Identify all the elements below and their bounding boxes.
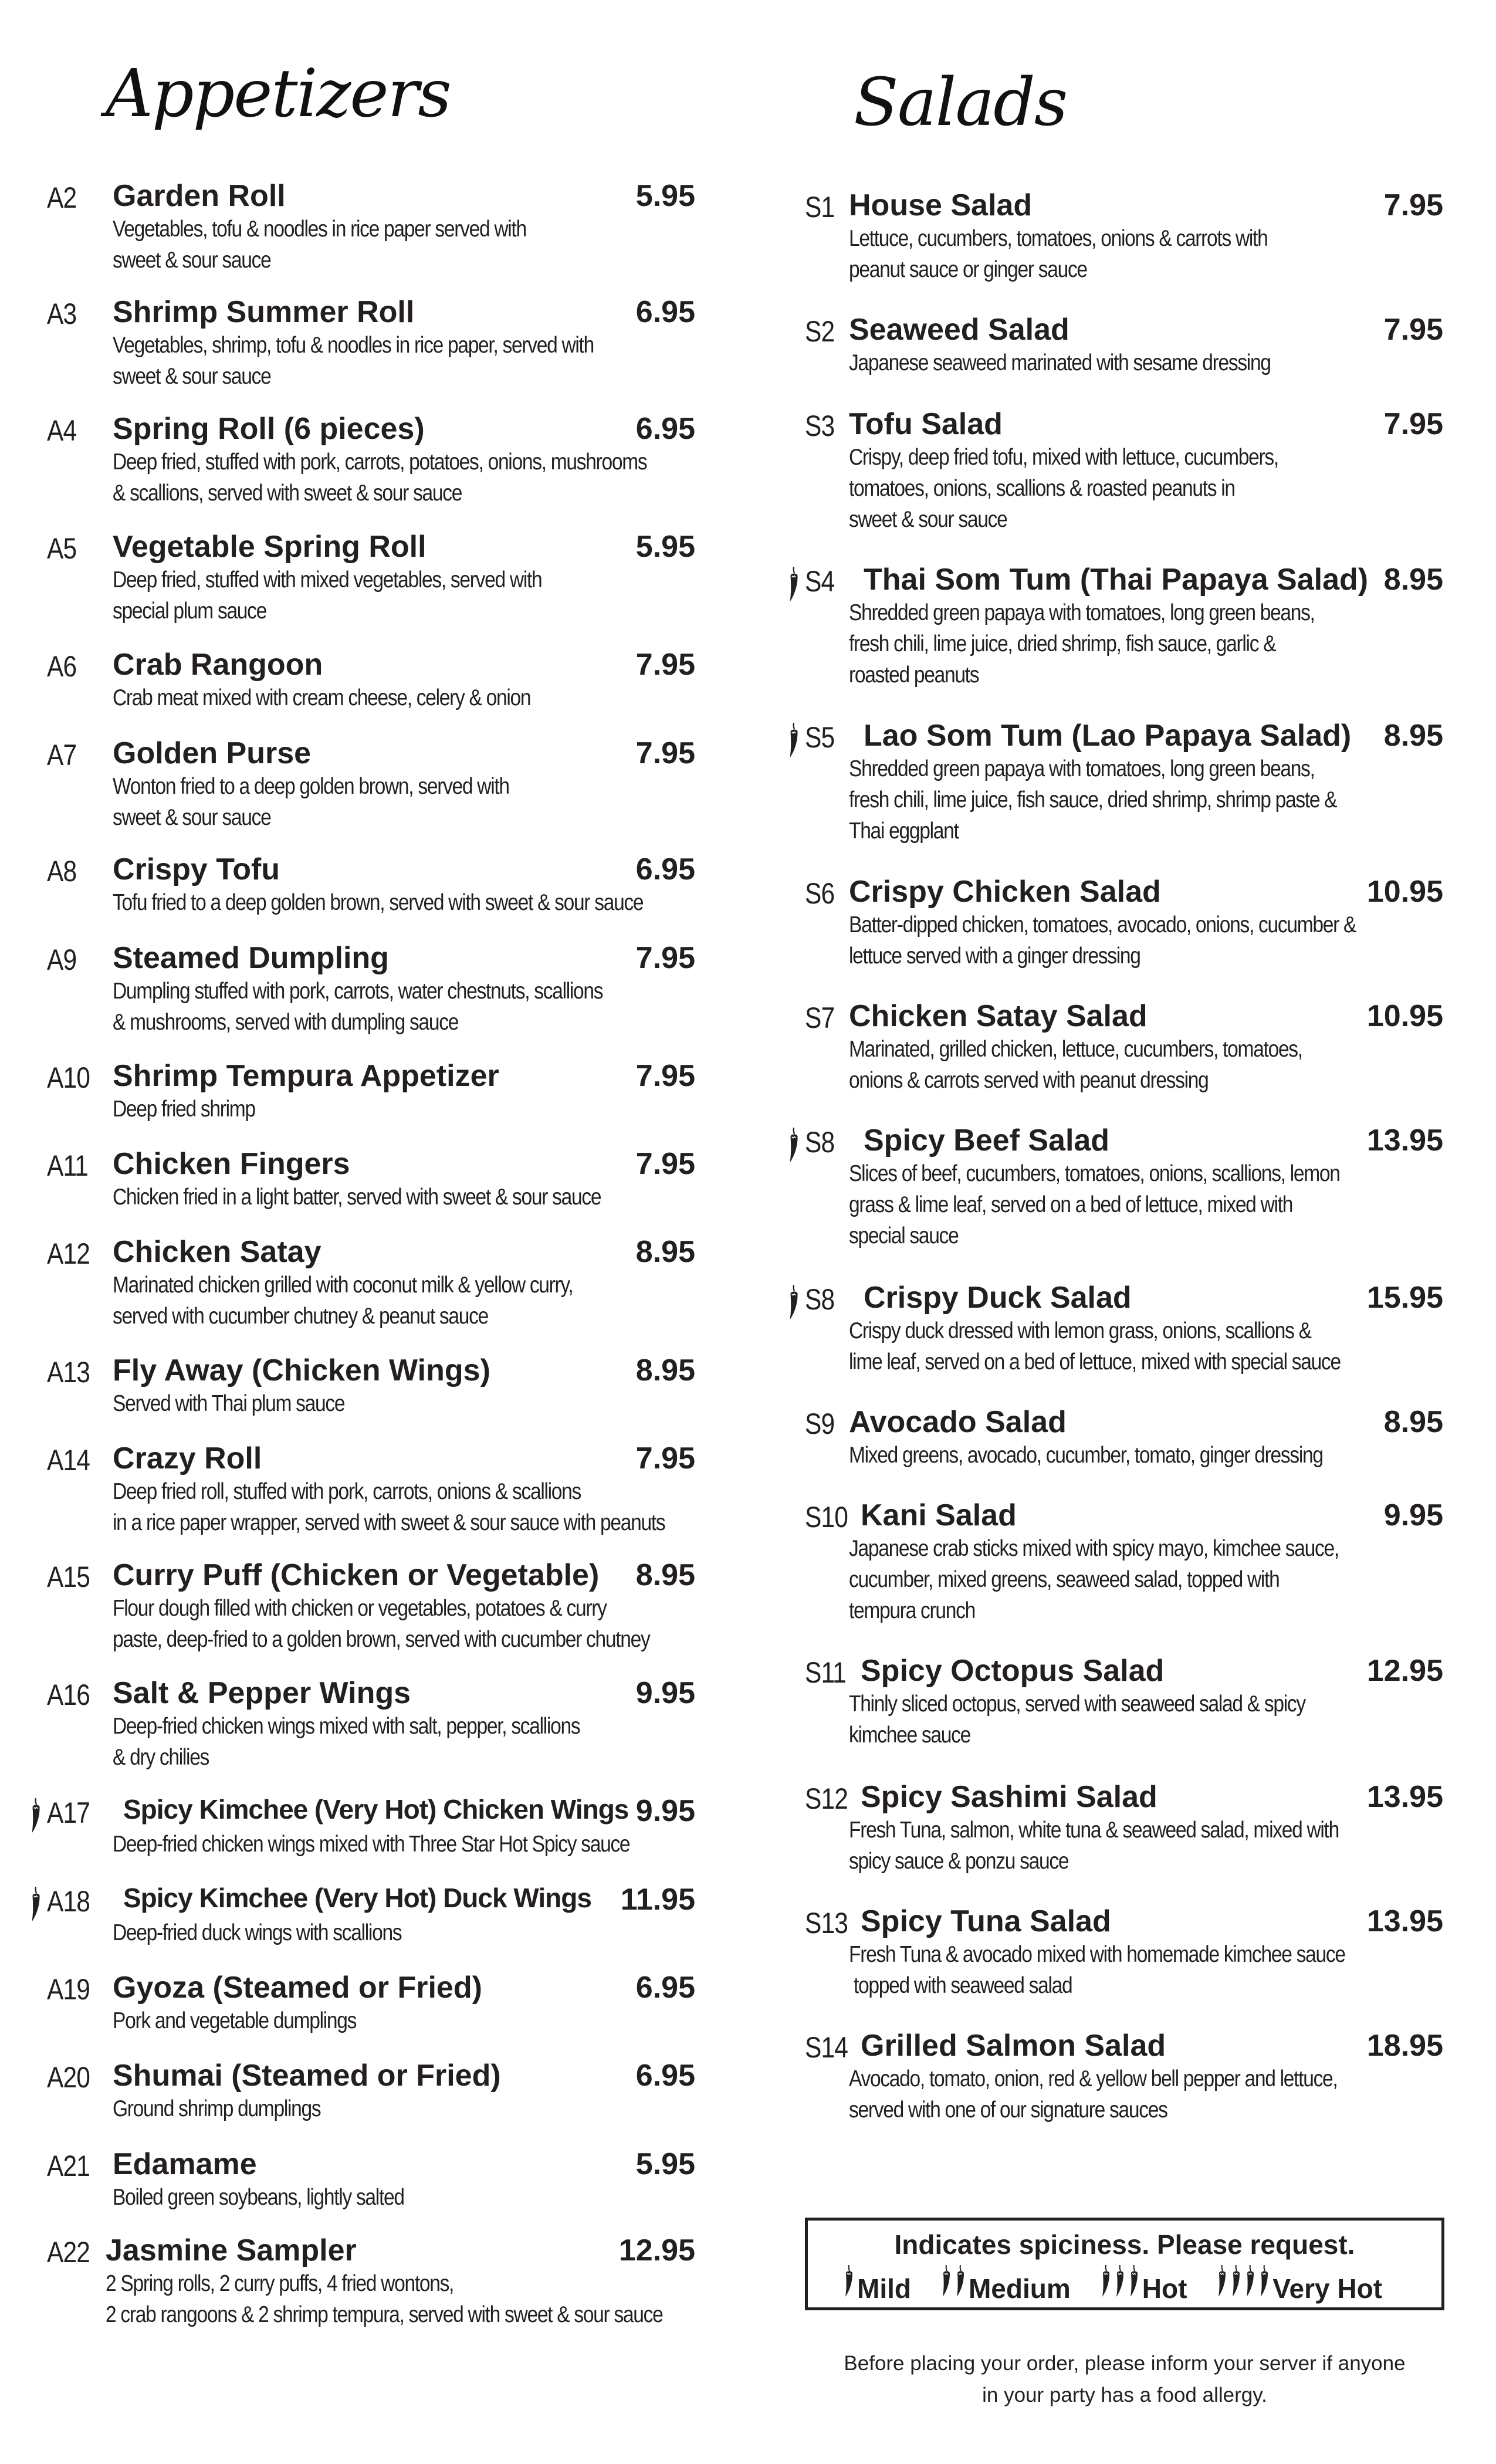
item-description: Wonton fried to a deep golden brown, served with sweet & sour sauce — [113, 774, 509, 830]
chili-pepper-icon — [1244, 2264, 1258, 2304]
item-name: Shrimp Tempura Appetizer — [113, 1059, 499, 1093]
item-price: 8.95 — [1383, 1405, 1443, 1439]
item-name: Edamame — [113, 2147, 257, 2181]
item-price: 7.95 — [635, 648, 695, 682]
item-name: Seaweed Salad — [849, 313, 1069, 347]
spice-level-medium — [940, 2264, 1071, 2304]
item-name: Garden Roll — [113, 179, 286, 213]
item-price: 13.95 — [1366, 1123, 1443, 1157]
item-price: 9.95 — [1383, 1498, 1443, 1532]
item-name: Spring Roll (6 pieces) — [113, 412, 425, 446]
item-description: Marinated chicken grilled with coconut milk & yellow curry, served with cucumber chutney & peanut sauce — [113, 1272, 573, 1329]
item-price: 7.95 — [635, 1059, 695, 1093]
item-price: 12.95 — [1366, 1654, 1443, 1688]
spice-level-very-hot — [1216, 2264, 1382, 2304]
item-description: Deep-fried duck wings with scallions — [113, 1920, 402, 1945]
item-code: S11 — [805, 1656, 846, 1689]
item-code: S9 — [805, 1407, 835, 1440]
item-code: S8 — [805, 1126, 835, 1159]
item-price: 7.95 — [635, 1441, 695, 1475]
item-description: Crab meat mixed with cream cheese, celery & onion — [113, 685, 531, 710]
item-name: Chicken Satay Salad — [849, 999, 1148, 1033]
spiciness-legend — [805, 2218, 1444, 2310]
item-price: 7.95 — [1383, 188, 1443, 222]
item-description: Avocado, tomato, onion, red & yellow bell pepper and lettuce, served with one of our signature sauces — [849, 2066, 1338, 2123]
item-name: Curry Puff (Chicken or Vegetable) — [113, 1558, 600, 1592]
item-description: Crispy, deep fried tofu, mixed with lettuce, cucumbers, tomatoes, onions, scallions & roasted peanuts in sweet & sour sauce — [849, 445, 1278, 532]
item-description: Marinated, grilled chicken, lettuce, cucumbers, tomatoes, onions & carrots served with peanut dressing — [849, 1037, 1302, 1093]
item-code: A21 — [47, 2150, 90, 2182]
item-price: 5.95 — [635, 2147, 695, 2181]
item-name: Crispy Chicken Salad — [849, 875, 1161, 909]
spice-level-mild — [843, 2264, 911, 2304]
chili-pepper-icon — [1230, 2264, 1244, 2304]
item-description: Served with Thai plum sauce — [113, 1391, 345, 1416]
item-description: Deep fried shrimp — [113, 1096, 255, 1122]
item-name: Spicy Octopus Salad — [861, 1654, 1165, 1688]
item-name: Crab Rangoon — [113, 648, 323, 682]
item-name: Grilled Salmon Salad — [861, 2029, 1166, 2063]
item-name: Crispy Duck Salad — [864, 1281, 1132, 1315]
item-description: Ground shrimp dumplings — [113, 2096, 321, 2121]
item-price: 7.95 — [635, 941, 695, 975]
item-description: Mixed greens, avocado, cucumber, tomato, ginger dressing — [849, 1443, 1323, 1468]
item-code: A2 — [47, 181, 77, 214]
item-price: 7.95 — [1383, 407, 1443, 441]
chili-pepper-icon — [787, 722, 800, 752]
item-description: Chicken fried in a light batter, served with sweet & sour sauce — [113, 1184, 601, 1210]
chili-pepper-icon — [1100, 2264, 1114, 2304]
item-price: 7.95 — [635, 1147, 695, 1181]
item-code: S1 — [805, 191, 835, 224]
item-price: 6.95 — [635, 2059, 695, 2093]
item-description: Tofu fried to a deep golden brown, served with sweet & sour sauce — [113, 890, 644, 915]
item-code: A6 — [47, 650, 77, 683]
item-code: S8 — [805, 1283, 835, 1316]
item-description: Fresh Tuna & avocado mixed with homemade kimchee sauce topped with seaweed salad — [849, 1942, 1345, 1998]
item-name: Lao Som Tum (Lao Papaya Salad) — [864, 719, 1352, 753]
item-code: A8 — [47, 855, 77, 888]
item-name: House Salad — [849, 188, 1033, 222]
appetizers-heading: Appetizers — [106, 56, 451, 132]
spice-level-hot — [1100, 2264, 1187, 2304]
spice-level-label: Hot — [1142, 2273, 1187, 2304]
item-code: S3 — [805, 409, 835, 442]
item-price: 8.95 — [1383, 719, 1443, 753]
item-price: 12.95 — [618, 2233, 695, 2267]
item-description: Shredded green papaya with tomatoes, long green beans, fresh chili, lime juice, dried shrimp, fish sauce, garlic & roasted peanuts — [849, 600, 1315, 688]
item-name: Spicy Kimchee (Very Hot) Chicken Wings — [123, 1794, 629, 1825]
item-description: Vegetables, shrimp, tofu & noodles in rice paper, served with sweet & sour sauce — [113, 333, 594, 389]
chili-pepper-icon — [955, 2264, 969, 2304]
item-code: A16 — [47, 1678, 90, 1711]
item-price: 8.95 — [1383, 563, 1443, 597]
item-name: Jasmine Sampler — [106, 2233, 357, 2267]
item-name: Tofu Salad — [849, 407, 1003, 441]
item-description: Crispy duck dressed with lemon grass, onions, scallions & lime leaf, served on a bed of lettuce, mixed with special sauce — [849, 1318, 1341, 1375]
item-description: Deep fried, stuffed with pork, carrots, potatoes, onions, mushrooms & scallions, served with sweet & sour sauce — [113, 449, 647, 506]
item-name: Spicy Tuna Salad — [861, 1904, 1111, 1938]
item-price: 6.95 — [635, 1971, 695, 2005]
item-description: Deep-fried chicken wings mixed with salt, pepper, scallions & dry chilies — [113, 1714, 580, 1770]
item-price: 7.95 — [1383, 313, 1443, 347]
item-description: Deep fried, stuffed with mixed vegetables, served with special plum sauce — [113, 567, 542, 624]
item-name: Thai Som Tum (Thai Papaya Salad) — [864, 563, 1369, 597]
item-name: Salt & Pepper Wings — [113, 1676, 411, 1710]
item-code: A13 — [47, 1356, 90, 1389]
item-code: S10 — [805, 1501, 848, 1534]
item-description: Japanese crab sticks mixed with spicy mayo, kimchee sauce, cucumber, mixed greens, seaweed salad, topped with tempura crunch — [849, 1536, 1339, 1623]
item-description: Flour dough filled with chicken or vegetables, potatoes & curry paste, deep-fried to a golden brown, served with cucumber chutney — [113, 1596, 650, 1652]
item-price: 18.95 — [1366, 2029, 1443, 2063]
item-code: A14 — [47, 1444, 90, 1477]
item-code: A3 — [47, 297, 77, 330]
item-price: 9.95 — [635, 1794, 695, 1828]
item-name: Steamed Dumpling — [113, 941, 389, 975]
item-name: Fly Away (Chicken Wings) — [113, 1353, 490, 1387]
item-description: Thinly sliced octopus, served with seaweed salad & spicy kimchee sauce — [849, 1691, 1305, 1748]
item-description: Pork and vegetable dumplings — [113, 2008, 357, 2033]
item-code: A10 — [47, 1061, 90, 1094]
spice-level-label: Medium — [968, 2273, 1071, 2304]
item-name: Shumai (Steamed or Fried) — [113, 2059, 501, 2093]
item-description: Dumpling stuffed with pork, carrots, water chestnuts, scallions & mushrooms, served with dumpling sauce — [113, 979, 603, 1035]
chili-pepper-icon — [787, 1284, 800, 1314]
item-price: 11.95 — [620, 1883, 695, 1917]
item-price: 8.95 — [635, 1235, 695, 1269]
item-description: 2 Spring rolls, 2 curry puffs, 4 fried wontons, 2 crab rangoons & 2 shrimp tempura, served with sweet & sour sauce — [106, 2271, 663, 2327]
chili-pepper-icon — [29, 1886, 42, 1916]
item-code: A17 — [47, 1796, 90, 1829]
item-name: Shrimp Summer Roll — [113, 295, 415, 329]
item-name: Golden Purse — [113, 736, 312, 770]
item-price: 7.95 — [635, 736, 695, 770]
chili-pepper-icon — [940, 2264, 955, 2304]
item-name: Crazy Roll — [113, 1441, 262, 1475]
item-price: 13.95 — [1366, 1780, 1443, 1814]
legend-title: Indicates spiciness. Please request. — [894, 2229, 1355, 2260]
chili-pepper-icon — [1216, 2264, 1230, 2304]
spice-level-label: Mild — [857, 2273, 911, 2304]
allergy-notice: Before placing your order, please inform your server if anyone in your party has a food allergy. — [844, 2352, 1406, 2407]
item-code: A20 — [47, 2061, 90, 2094]
item-code: A18 — [47, 1885, 90, 1918]
item-code: A9 — [47, 943, 77, 976]
item-description: Boiled green soybeans, lightly salted — [113, 2185, 404, 2210]
item-code: A11 — [47, 1149, 88, 1182]
chili-pepper-icon — [1114, 2264, 1128, 2304]
legend-levels — [843, 2264, 1382, 2304]
item-price: 10.95 — [1366, 999, 1443, 1033]
item-code: A15 — [47, 1561, 90, 1593]
item-code: S6 — [805, 877, 835, 910]
chili-pepper-icon — [29, 1797, 42, 1827]
item-price: 8.95 — [635, 1353, 695, 1387]
item-name: Vegetable Spring Roll — [113, 530, 427, 564]
spice-level-label: Very Hot — [1272, 2273, 1383, 2304]
item-code: A19 — [47, 1973, 90, 2006]
chili-pepper-icon — [1258, 2264, 1272, 2304]
item-code: S7 — [805, 1001, 835, 1034]
item-name: Chicken Fingers — [113, 1147, 350, 1181]
item-name: Spicy Kimchee (Very Hot) Duck Wings — [123, 1883, 591, 1913]
item-description: Deep-fried chicken wings mixed with Three Star Hot Spicy sauce — [113, 1832, 630, 1857]
item-code: A4 — [47, 414, 77, 447]
item-name: Gyoza (Steamed or Fried) — [113, 1971, 482, 2005]
item-price: 6.95 — [635, 852, 695, 886]
item-name: Kani Salad — [861, 1498, 1017, 1532]
item-code: S14 — [805, 2031, 848, 2064]
chili-pepper-icon — [787, 1126, 800, 1157]
item-description: Japanese seaweed marinated with sesame dressing — [849, 350, 1271, 375]
item-price: 15.95 — [1366, 1281, 1443, 1315]
item-code: S12 — [805, 1782, 848, 1815]
chili-pepper-icon — [1128, 2264, 1142, 2304]
item-name: Chicken Satay — [113, 1235, 321, 1269]
item-price: 8.95 — [635, 1558, 695, 1592]
item-price: 6.95 — [635, 412, 695, 446]
item-description: Slices of beef, cucumbers, tomatoes, onions, scallions, lemon grass & lime leaf, served on a bed of lettuce, mixed with special sauce — [849, 1161, 1340, 1248]
item-price: 6.95 — [635, 295, 695, 329]
item-description: Lettuce, cucumbers, tomatoes, onions & carrots with peanut sauce or ginger sauce — [849, 226, 1268, 282]
item-code: A5 — [47, 532, 77, 565]
item-description: Batter-dipped chicken, tomatoes, avocado, onions, cucumber & lettuce served with a ginger dressing — [849, 912, 1356, 969]
chili-pepper-icon — [787, 566, 800, 596]
item-price: 9.95 — [635, 1676, 695, 1710]
salads-heading: Salads — [854, 65, 1067, 141]
chili-pepper-icon — [843, 2264, 857, 2304]
item-description: Deep fried roll, stuffed with pork, carrots, onions & scallions in a rice paper wrapper, served with sweet & sour sauce with peanuts — [113, 1479, 665, 1535]
item-name: Avocado Salad — [849, 1405, 1067, 1439]
item-code: S5 — [805, 721, 835, 754]
item-code: S2 — [805, 315, 835, 348]
item-price: 5.95 — [635, 530, 695, 564]
item-code: A7 — [47, 739, 77, 771]
item-code: A22 — [47, 2236, 90, 2269]
item-name: Crispy Tofu — [113, 852, 280, 886]
item-code: S13 — [805, 1907, 848, 1940]
item-price: 5.95 — [635, 179, 695, 213]
item-name: Spicy Sashimi Salad — [861, 1780, 1157, 1814]
item-price: 13.95 — [1366, 1904, 1443, 1938]
item-description: Fresh Tuna, salmon, white tuna & seaweed salad, mixed with spicy sauce & ponzu sauce — [849, 1817, 1339, 1874]
item-price: 10.95 — [1366, 875, 1443, 909]
item-code: S4 — [805, 565, 835, 598]
item-name: Spicy Beef Salad — [864, 1123, 1110, 1157]
item-description: Vegetables, tofu & noodles in rice paper served with sweet & sour sauce — [113, 216, 526, 273]
item-code: A12 — [47, 1237, 90, 1270]
item-description: Shredded green papaya with tomatoes, long green beans, fresh chili, lime juice, fish sauce, dried shrimp, shrimp paste & Thai eggplant — [849, 756, 1337, 844]
